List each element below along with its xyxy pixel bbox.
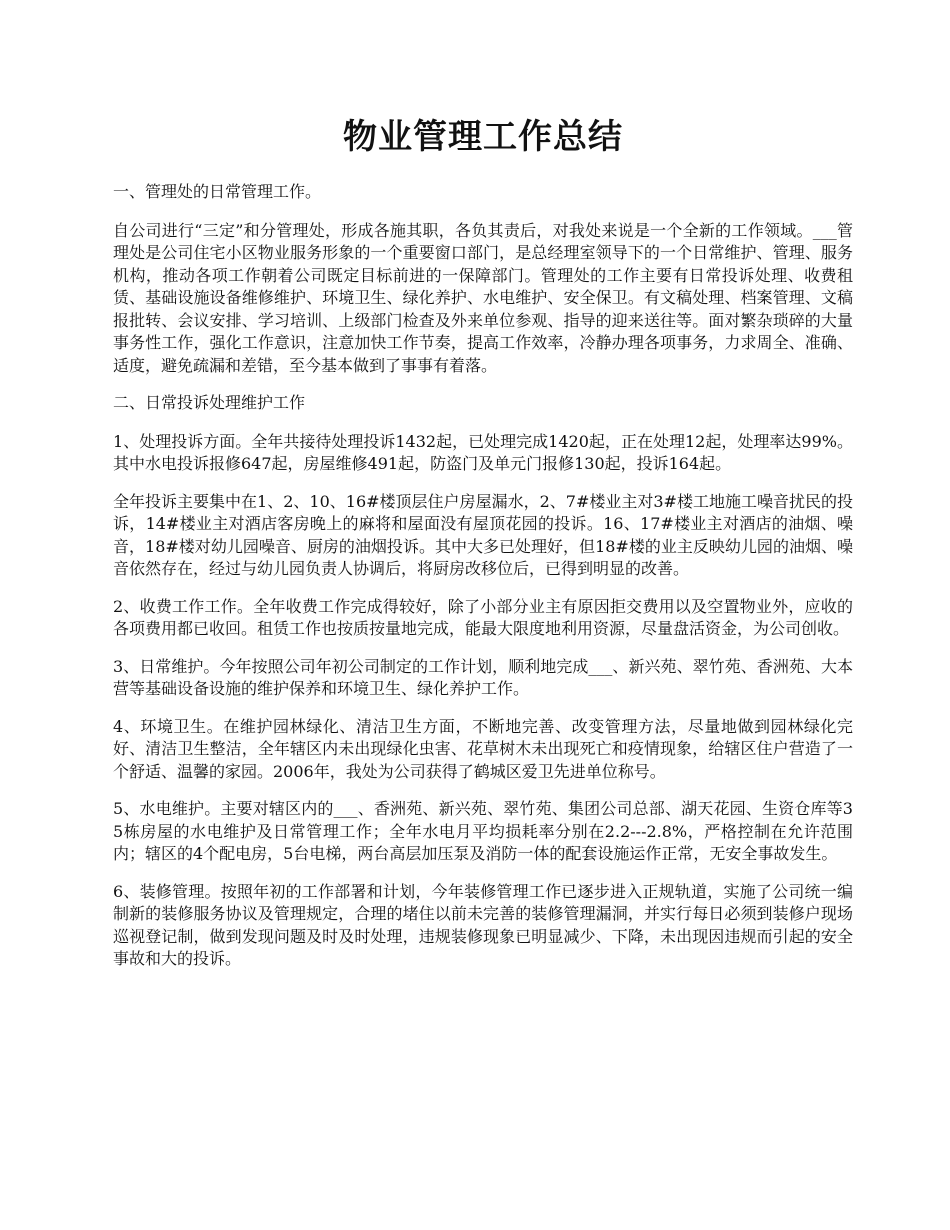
paragraph-environment: 4、环境卫生。在维护园林绿化、清洁卫生方面，不断地完善、改变管理方法，尽量地做到园林绿化完好、清洁卫生整洁，全年辖区内未出现绿化虫害、花草树木未出现死亡和疫情现象，给辖区住户营造了一个舒适、温馨的家园。2006年，我处为公司获得了鹤城区爱卫先进单位称号。 [113,716,853,781]
document-page [113,0,853,986]
section-heading-daily-management: 一、管理处的日常管理工作。 [113,182,322,201]
document-title: 物业管理工作总结 [343,117,623,157]
paragraph-daily-maintenance: 3、日常维护。今年按照公司年初公司制定的工作计划，顺利地完成___、新兴苑、翠竹苑、香洲苑、大本营等基础设备设施的维护保养和环境卫生、绿化养护工作。 [113,656,853,698]
paragraph-renovation: 6、装修管理。按照年初的工作部署和计划，今年装修管理工作已逐步进入正规轨道，实施了公司统一编制新的装修服务协议及管理规定，合理的堵住以前未完善的装修管理漏洞，并实行每日必须到装修户现场巡视登记制，做到发现问题及时及时处理，违规装修现象已明显减少、下降，未出现因违规而引起的安全事故和大的投诉。 [113,881,853,968]
paragraph-water-electricity: 5、水电维护。主要对辖区内的___、香洲苑、新兴苑、翠竹苑、集团公司总部、湖天花园、生资仓库等35栋房屋的水电维护及日常管理工作；全年水电月平均损耗率分别在2.2---2.8%，严格控制在允许范围内；辖区的4个配电房，5台电梯，两台高层加压泵及消防一体的配套设施运作正常，无安全事故发生。 [113,799,853,863]
document-body [113,181,853,971]
section-heading-complaints: 二、日常投诉处理维护工作 [113,393,306,412]
paragraph-fee-collection: 2、收费工作工作。全年收费工作完成得较好，除了小部分业主有原因拒交费用以及空置物业外，应收的各项费用都已收回。租赁工作也按质按量地完成，能最大限度地利用资源，尽量盘活资金，为公司创收。 [113,596,853,638]
paragraph-overview: 自公司进行“三定”和分管理处，形成各施其职，各负其责后，对我处来说是一个全新的工作领域。___管理处是公司住宅小区物业服务形象的一个重要窗口部门，是总经理室领导下的一个日常维护、管理、服务机构，推动各项工作朝着公司既定目标前进的一保障部门。管理处的工作主要有日常投诉处理、收费租赁、基础设施设备维修维护、环境卫生、绿化养护、水电维护、安全保卫。有文稿处理、档案管理、文稿报批转、会议安排、学习培训、上级部门检查及外来单位参观、指导的迎来送往等。面对繁杂琐碎的大量事务性工作，强化工作意识，注意加快工作节奏，提高工作效率，冷静办理各项事务，力求周全、准确、适度，避免疏漏和差错，至今基本做到了事事有着落。 [113,220,853,375]
paragraph-complaint-details: 全年投诉主要集中在1、2、10、16#楼顶层住户房屋漏水，2、7#楼业主对3#楼工地施工噪音扰民的投诉，14#楼业主对酒店客房晚上的麻将和屋面没有屋顶花园的投诉。16、17#楼业主对酒店的油烟、噪音，18#楼对幼儿园噪音、厨房的油烟投诉。其中大多已处理好，但18#楼的业主反映幼儿园的油烟、噪音依然存在，经过与幼儿园负责人协调后，将厨房改移位后，已得到明显的改善。 [113,491,853,578]
paragraph-complaint-handling: 1、处理投诉方面。全年共接待处理投诉1432起，已处理完成1420起，正在处理12起，处理率达99%。其中水电投诉报修647起，房屋维修491起，防盗门及单元门报修130起，投诉164起。 [113,431,853,473]
